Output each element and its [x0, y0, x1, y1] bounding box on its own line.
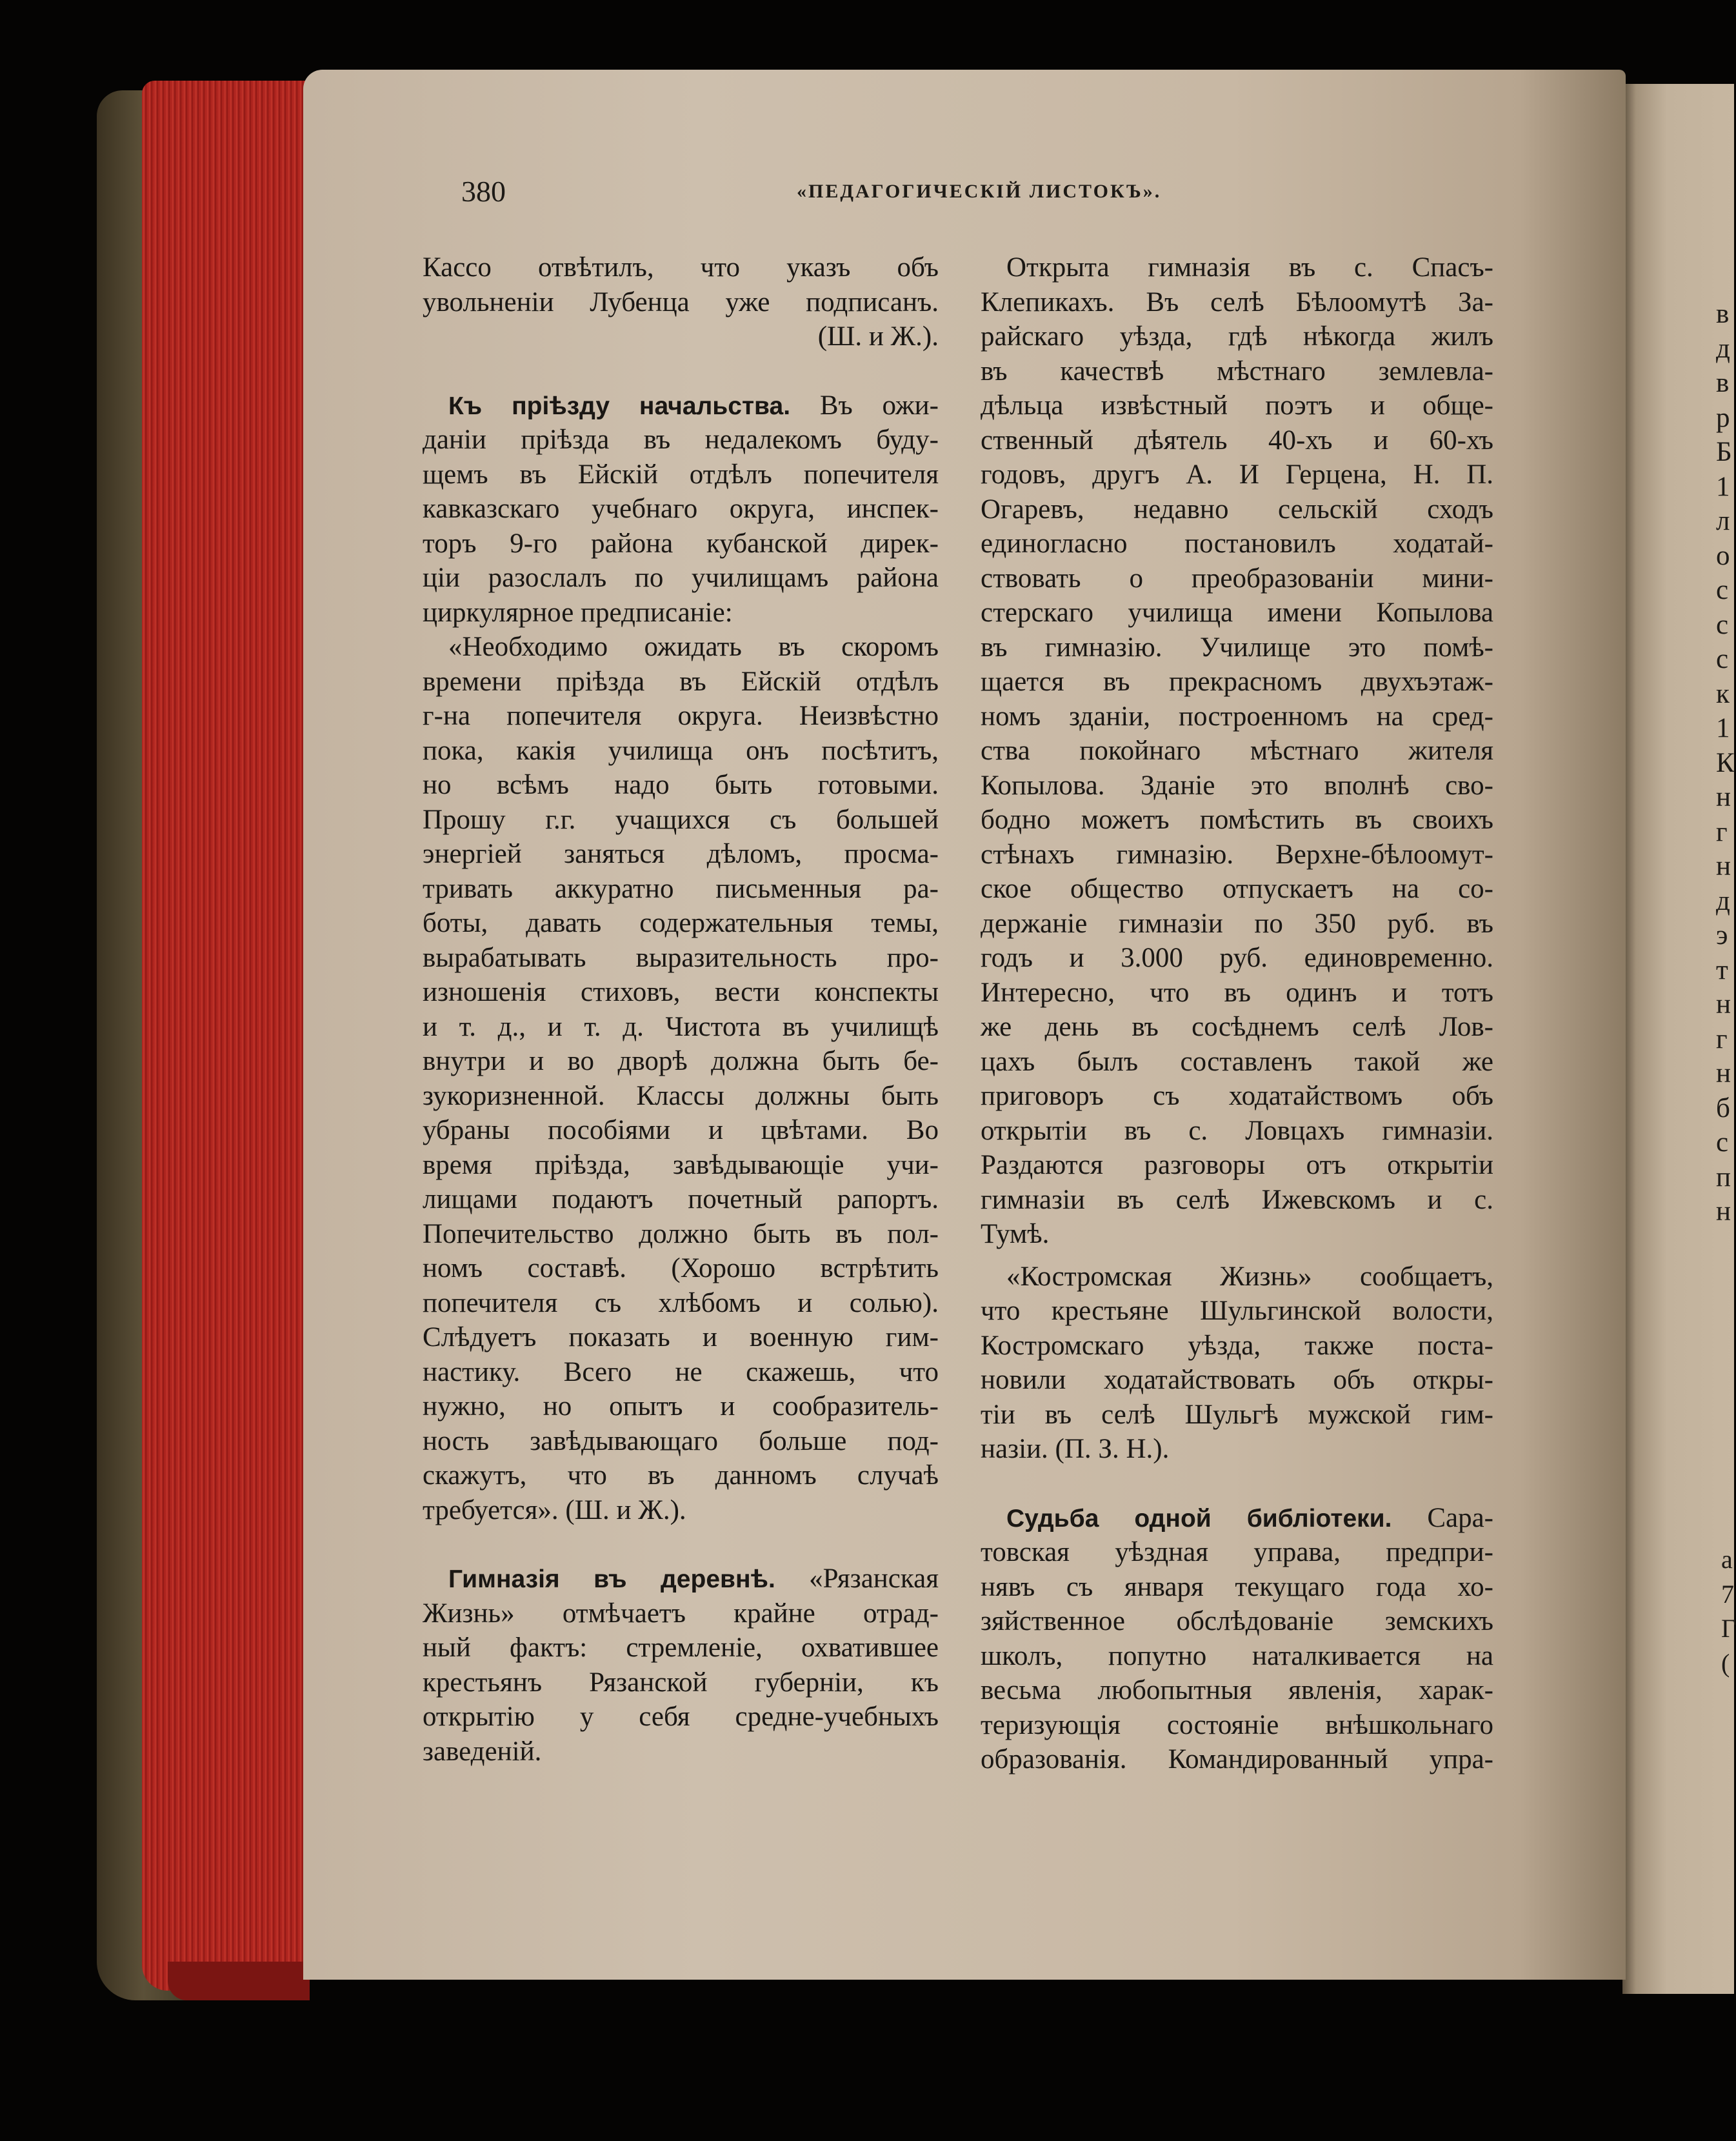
text-line: лищами подаютъ почетный рапортъ.: [423, 1184, 939, 1214]
facing-letter: р: [1716, 402, 1730, 433]
text-line: назіи. (П. З. Н.).: [981, 1434, 1170, 1464]
text-line: г-на попечителя округа. Неизвѣстно: [423, 701, 939, 731]
section-first-line: [423, 1562, 939, 1596]
facing-letter: н: [1716, 851, 1731, 881]
section-heading: Гимназія въ деревнѣ.: [448, 1565, 775, 1593]
text-line: настику. Всего не скажешь, что: [423, 1356, 939, 1387]
text-line: вырабатывать выразительность про-: [423, 942, 939, 973]
text-line: открытіи въ с. Ловцахъ гимназіи.: [981, 1115, 1493, 1146]
facing-letter: н: [1716, 1058, 1731, 1089]
facing-letter: К: [1716, 747, 1735, 778]
source-note: (Ш. и Ж.).: [817, 321, 939, 352]
text-line: Прошу г.г. учащихся съ большей: [423, 804, 939, 835]
text-line: и т. д., и т. д. Чистота въ училищѣ: [423, 1011, 939, 1042]
facing-letter: т: [1716, 954, 1728, 985]
text-line: въ гимназію. Училище это помѣ-: [981, 632, 1493, 663]
text-line: ность завѣдывающаго больше под-: [423, 1425, 939, 1456]
text-line: требуется». (Ш. и Ж.).: [423, 1494, 686, 1525]
text-line: новили ходатайствовать объ откры-: [981, 1365, 1493, 1395]
text-line: зяйственное обслѣдованіе земскихъ: [981, 1606, 1493, 1636]
page-number: 380: [461, 175, 506, 208]
text-line: номъ зданіи, построенномъ на сред-: [981, 701, 1493, 732]
facing-letter: с: [1716, 575, 1729, 605]
text-line: энергіей заняться дѣломъ, просма-: [423, 839, 939, 869]
facing-letter: н: [1716, 989, 1731, 1020]
text-line: время пріѣзда, завѣдывающіе учи-: [423, 1149, 939, 1180]
facing-letter: п: [1716, 1161, 1731, 1192]
facing-letter: г: [1716, 1023, 1728, 1054]
text-line: приговоръ съ ходатайствомъ объ: [981, 1081, 1493, 1111]
page-edges-bottom: [168, 1962, 310, 2000]
text-line: нужно, но опытъ и сообразитель-: [423, 1391, 939, 1422]
text-line: Жизнь» отмѣчаетъ крайне отрад-: [423, 1598, 939, 1629]
text-line: изношенія стиховъ, вести конспекты: [423, 977, 939, 1007]
text-line: что крестьяне Шульгинской волости,: [981, 1296, 1493, 1326]
facing-letter: а: [1721, 1545, 1733, 1574]
facing-letter: н: [1716, 1196, 1731, 1227]
text-line: держаніе гимназіи по 350 руб. въ: [981, 908, 1493, 939]
facing-letter: с: [1716, 1127, 1729, 1158]
right-column: [981, 250, 1493, 1777]
facing-letter: 7: [1721, 1579, 1734, 1609]
facing-letter: д: [1716, 333, 1730, 364]
text-line: заведеній.: [423, 1736, 542, 1767]
text-line: убраны пособіями и цвѣтами. Во: [423, 1115, 939, 1145]
text-run: Въ ожи-: [790, 390, 939, 421]
section-first-line: [423, 388, 939, 423]
text-line: ціи разослалъ по училищамъ района: [423, 563, 939, 593]
text-line: ства покойнаго мѣстнаго жителя: [981, 736, 1493, 766]
section-first-line: [981, 1501, 1493, 1536]
facing-letter: о: [1716, 540, 1730, 571]
text-line: стѣнахъ гимназію. Верхне-бѣлоомут-: [981, 839, 1493, 870]
text-line: гимназіи въ селѣ Ижевскомъ и с.: [981, 1184, 1493, 1215]
facing-letter: л: [1716, 506, 1730, 536]
text-line: Тумѣ.: [981, 1219, 1050, 1249]
text-line: Копылова. Зданіе это вполнѣ сво-: [981, 770, 1493, 801]
facing-letter: д: [1716, 885, 1730, 916]
text-line: даніи пріѣзда въ недалекомъ буду-: [423, 425, 939, 455]
text-line: циркулярное предписаніе:: [423, 597, 733, 628]
running-title: «ПЕДАГОГИЧЕСКІЙ ЛИСТОКЪ».: [797, 181, 1162, 202]
text-line: внутри и во дворѣ должна быть бе-: [423, 1046, 939, 1076]
text-line: ственный дѣятель 40-хъ и 60-хъ: [981, 425, 1493, 456]
text-line: тривать аккуратно письменныя ра-: [423, 873, 939, 904]
text-line: скажутъ, что въ данномъ случаѣ: [423, 1460, 939, 1491]
running-head: [461, 174, 1558, 219]
text-line: нявъ съ января текущаго года хо-: [981, 1571, 1493, 1602]
text-line: зукоризненной. Классы должны быть: [423, 1080, 939, 1111]
facing-letter: (: [1721, 1648, 1730, 1678]
text-line: Слѣдуетъ показать и военную гим-: [423, 1322, 939, 1352]
left-column: [423, 250, 939, 1769]
facing-letter: с: [1716, 609, 1729, 640]
text-line: же день въ сосѣднемъ селѣ Лов-: [981, 1012, 1493, 1042]
text-line: Раздаются разговоры отъ открытіи: [981, 1150, 1493, 1180]
text-run: Сара-: [1392, 1502, 1493, 1533]
text-line: увольненіи Лубенца уже подписанъ.: [423, 286, 939, 317]
text-line: ское общество отпускаетъ на со-: [981, 874, 1493, 904]
text-line: открытію у себя средне-учебныхъ: [423, 1702, 939, 1732]
section-heading: Судьба одной библіотеки.: [1006, 1504, 1392, 1533]
text-line: боты, давать содержательныя темы,: [423, 908, 939, 938]
text-line: въ качествѣ мѣстнаго землевла-: [981, 356, 1493, 387]
text-line: пока, какія училища онъ посѣтитъ,: [423, 735, 939, 766]
text-line: крестьянъ Рязанской губерніи, къ: [423, 1667, 939, 1698]
text-line: бодно можетъ помѣстить въ своихъ: [981, 805, 1493, 835]
text-line: цахъ былъ составленъ такой же: [981, 1046, 1493, 1077]
text-line: «Костромская Жизнь» сообщаетъ,: [1006, 1261, 1493, 1292]
text-line: Интересно, что въ одинъ и тотъ: [981, 977, 1493, 1008]
text-line: Клепикахъ. Въ селѣ Бѣлоомутѣ За-: [981, 286, 1493, 317]
text-line: образованія. Командированный упра-: [981, 1744, 1493, 1774]
page-edges: [142, 81, 310, 1991]
facing-letter: к: [1716, 678, 1730, 709]
text-line: единогласно постановилъ ходатай-: [981, 528, 1493, 559]
text-line: дѣльца извѣстный поэтъ и обще-: [981, 390, 1493, 421]
text-line: попечителя съ хлѣбомъ и солью).: [423, 1287, 939, 1318]
text-line: ный фактъ: стремленіе, охватившее: [423, 1633, 939, 1663]
facing-letter: в: [1716, 299, 1730, 329]
text-line: весьма любопытныя явленія, харак-: [981, 1675, 1493, 1705]
facing-letter: с: [1716, 644, 1729, 674]
text-line: теризующія состояніе внѣшкольнаго: [981, 1709, 1493, 1740]
text-line: кавказскаго учебнаго округа, инспек-: [423, 494, 939, 524]
text-line: Попечительство должно быть въ пол-: [423, 1218, 939, 1249]
facing-letter: в: [1716, 368, 1730, 398]
facing-letter: э: [1716, 920, 1728, 950]
text-line: ствовать о преобразованіи мини-: [981, 563, 1493, 594]
text-line: Кассо отвѣтилъ, что указъ объ: [423, 252, 939, 283]
text-line: но всѣмъ надо быть готовыми.: [423, 770, 939, 800]
facing-letter: г: [1716, 816, 1728, 847]
facing-letter: 1: [1716, 471, 1730, 502]
text-line: щемъ въ Ейскій отдѣлъ попечителя: [423, 459, 939, 490]
facing-page-text-lower: [1721, 1542, 1734, 1680]
text-line: щается въ прекрасномъ двухъэтаж-: [981, 667, 1493, 697]
text-line: стерскаго училища имени Копылова: [981, 598, 1493, 628]
text-line: товская уѣздная управа, предпри-: [981, 1537, 1493, 1567]
text-line: годовъ, другъ А. И Герцена, Н. П.: [981, 459, 1493, 490]
text-line: Огаревъ, недавно сельскій сходъ: [981, 494, 1493, 525]
text-line: времени пріѣзда въ Ейскій отдѣлъ: [423, 666, 939, 697]
text-line: Открыта гимназія въ с. Спасъ-: [1006, 252, 1493, 283]
facing-letter: Б: [1716, 437, 1732, 467]
text-line: «Необходимо ожидать въ скоромъ: [448, 632, 939, 662]
facing-letter: б: [1716, 1092, 1730, 1123]
text-line: годъ и 3.000 руб. единовременно.: [981, 943, 1493, 973]
text-line: школъ, попутно наталкивается на: [981, 1640, 1493, 1671]
section-heading: Къ пріѣзду начальства.: [448, 392, 791, 420]
facing-page-text-upper: [1716, 297, 1734, 1229]
text-line: райскаго уѣзда, гдѣ нѣкогда жилъ: [981, 321, 1493, 352]
text-line: номъ составѣ. (Хорошо встрѣтить: [423, 1253, 939, 1283]
facing-letter: Г: [1721, 1614, 1736, 1643]
text-line: торъ 9-го района кубанской дирек-: [423, 528, 939, 559]
text-line: тіи въ селѣ Шульгѣ мужской гим-: [981, 1399, 1493, 1430]
text-run: «Рязанская: [775, 1563, 939, 1594]
facing-letter: н: [1716, 782, 1731, 812]
text-line: Костромскаго уѣзда, также поста-: [981, 1330, 1493, 1361]
facing-letter: 1: [1716, 713, 1730, 743]
